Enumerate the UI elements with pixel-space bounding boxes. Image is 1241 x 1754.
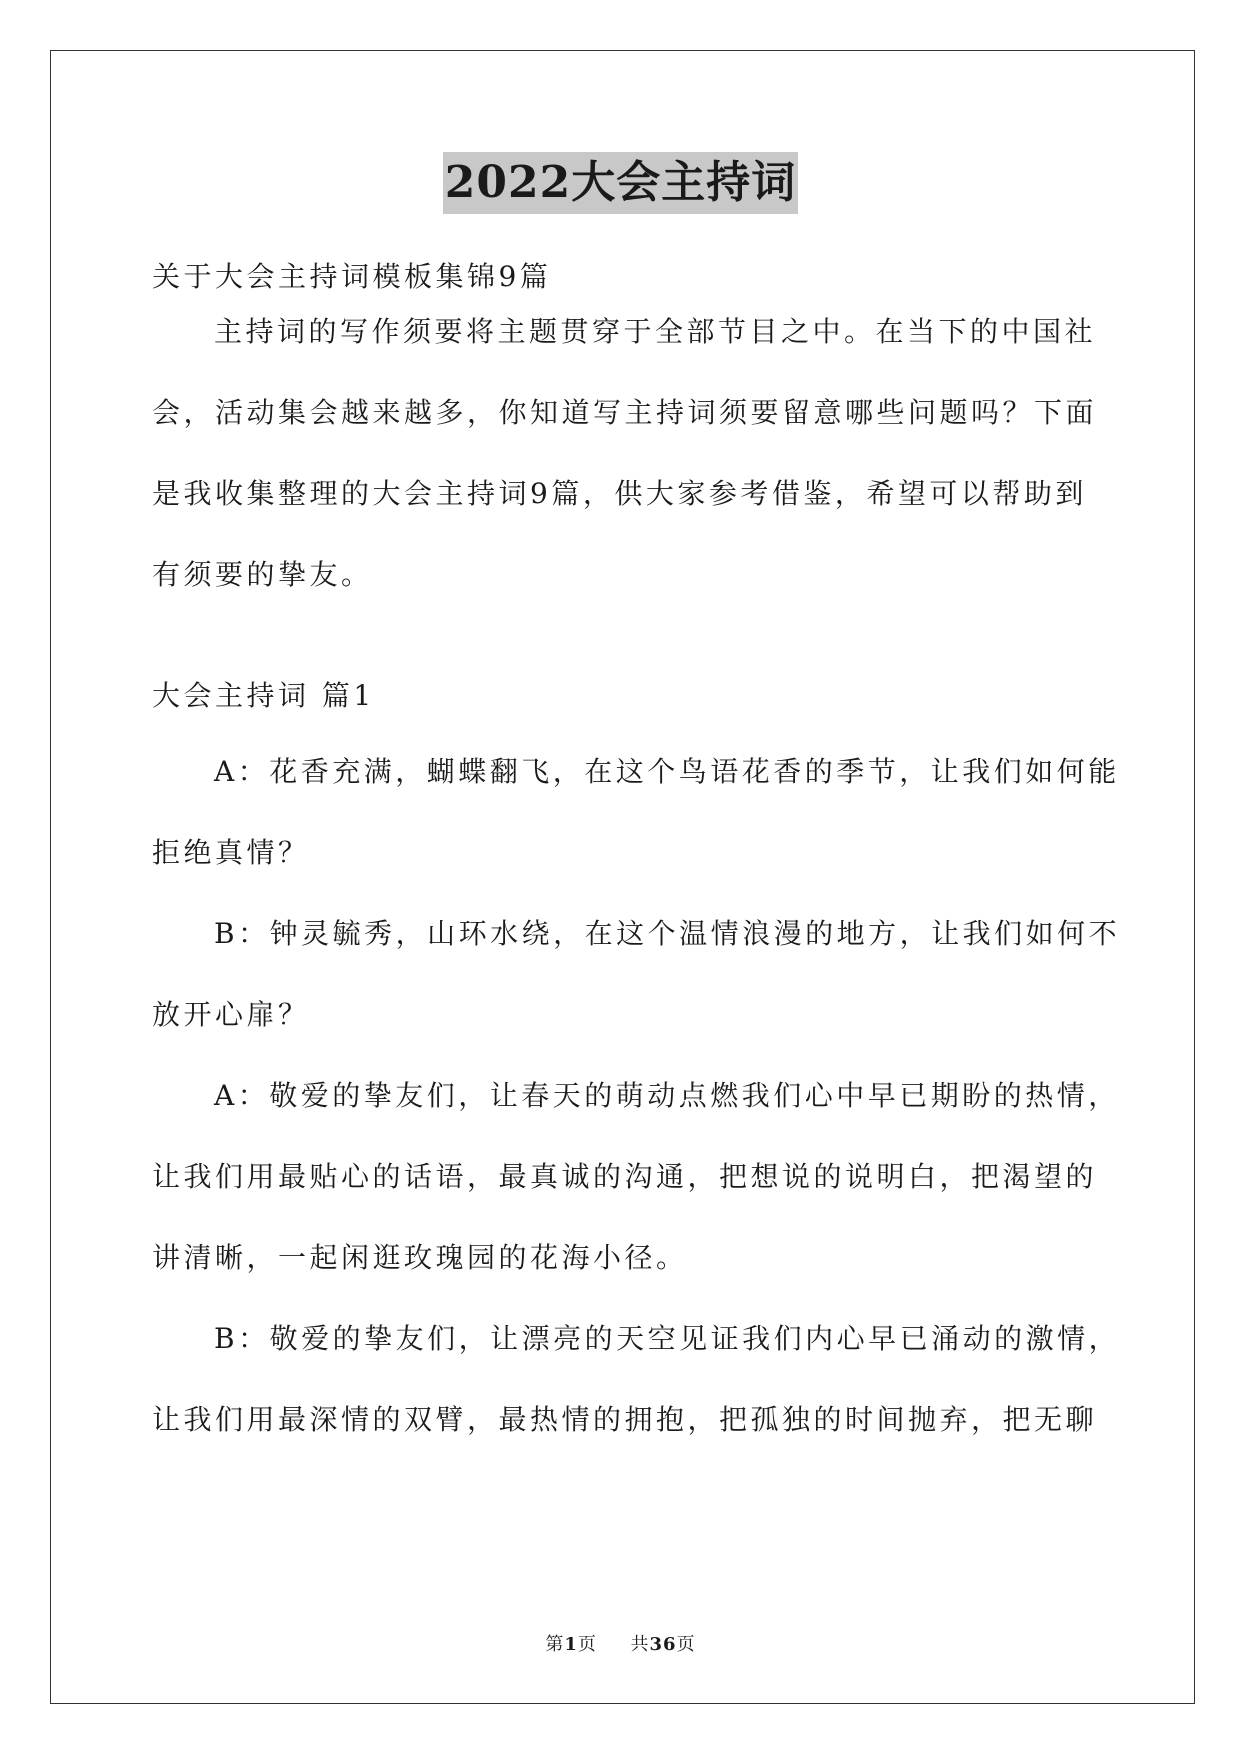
section-heading-line: 大会主持词 篇1 <box>152 679 375 712</box>
title-container <box>0 152 1241 214</box>
paragraph-line: 讲清晰，一起闲逛玫瑰园的花海小径。 <box>152 1241 688 1274</box>
intro-line: 会，活动集会越来越多，你知道写主持词须要留意哪些问题吗？下面 <box>152 396 1098 429</box>
total-suffix: 页 <box>676 1634 696 1655</box>
page-footer <box>0 1630 1241 1656</box>
paragraph-line: 拒绝真情？ <box>152 836 310 869</box>
section-paragraph-1 <box>152 731 1120 893</box>
page-prefix: 第 <box>545 1634 565 1655</box>
section-paragraph-2 <box>152 893 1121 1055</box>
intro-paragraph <box>152 291 1098 615</box>
paragraph-line: 让我们用最深情的双臂，最热情的拥抱，把孤独的时间抛弃，把无聊 <box>152 1403 1098 1436</box>
paragraph-line: 放开心扉？ <box>152 998 310 1031</box>
total-pages: 36 <box>649 1634 677 1655</box>
intro-line: 主持词的写作须要将主题贯穿于全部节目之中。在当下的中国社 <box>214 315 1097 348</box>
paragraph-line: 让我们用最贴心的话语，最真诚的沟通，把想说的说明白，把渴望的 <box>152 1160 1098 1193</box>
paragraph-line: A：敬爱的挚友们，让春天的萌动点燃我们心中早已期盼的热情， <box>214 1079 1120 1112</box>
page-suffix: 页 <box>577 1634 597 1655</box>
intro-line: 有须要的挚友。 <box>152 558 373 591</box>
section-paragraph-4 <box>152 1298 1121 1460</box>
intro-line: 是我收集整理的大会主持词9篇，供大家参考借鉴，希望可以帮助到 <box>152 477 1087 510</box>
document-title: 2022大会主持词 <box>443 152 798 214</box>
page-number: 1 <box>564 1634 578 1655</box>
paragraph-line: B：敬爱的挚友们，让漂亮的天空见证我们内心早已涌动的激情， <box>214 1322 1121 1355</box>
paragraph-line: B：钟灵毓秀，山环水绕，在这个温情浪漫的地方，让我们如何不 <box>214 917 1121 950</box>
paragraph-line: A：花香充满，蝴蝶翻飞，在这个鸟语花香的季节，让我们如何能 <box>214 755 1120 788</box>
section-paragraph-3 <box>152 1055 1120 1298</box>
total-prefix: 共 <box>630 1634 650 1655</box>
section-heading <box>152 655 1092 736</box>
subtitle-line: 关于大会主持词模板集锦9篇 <box>152 260 552 293</box>
